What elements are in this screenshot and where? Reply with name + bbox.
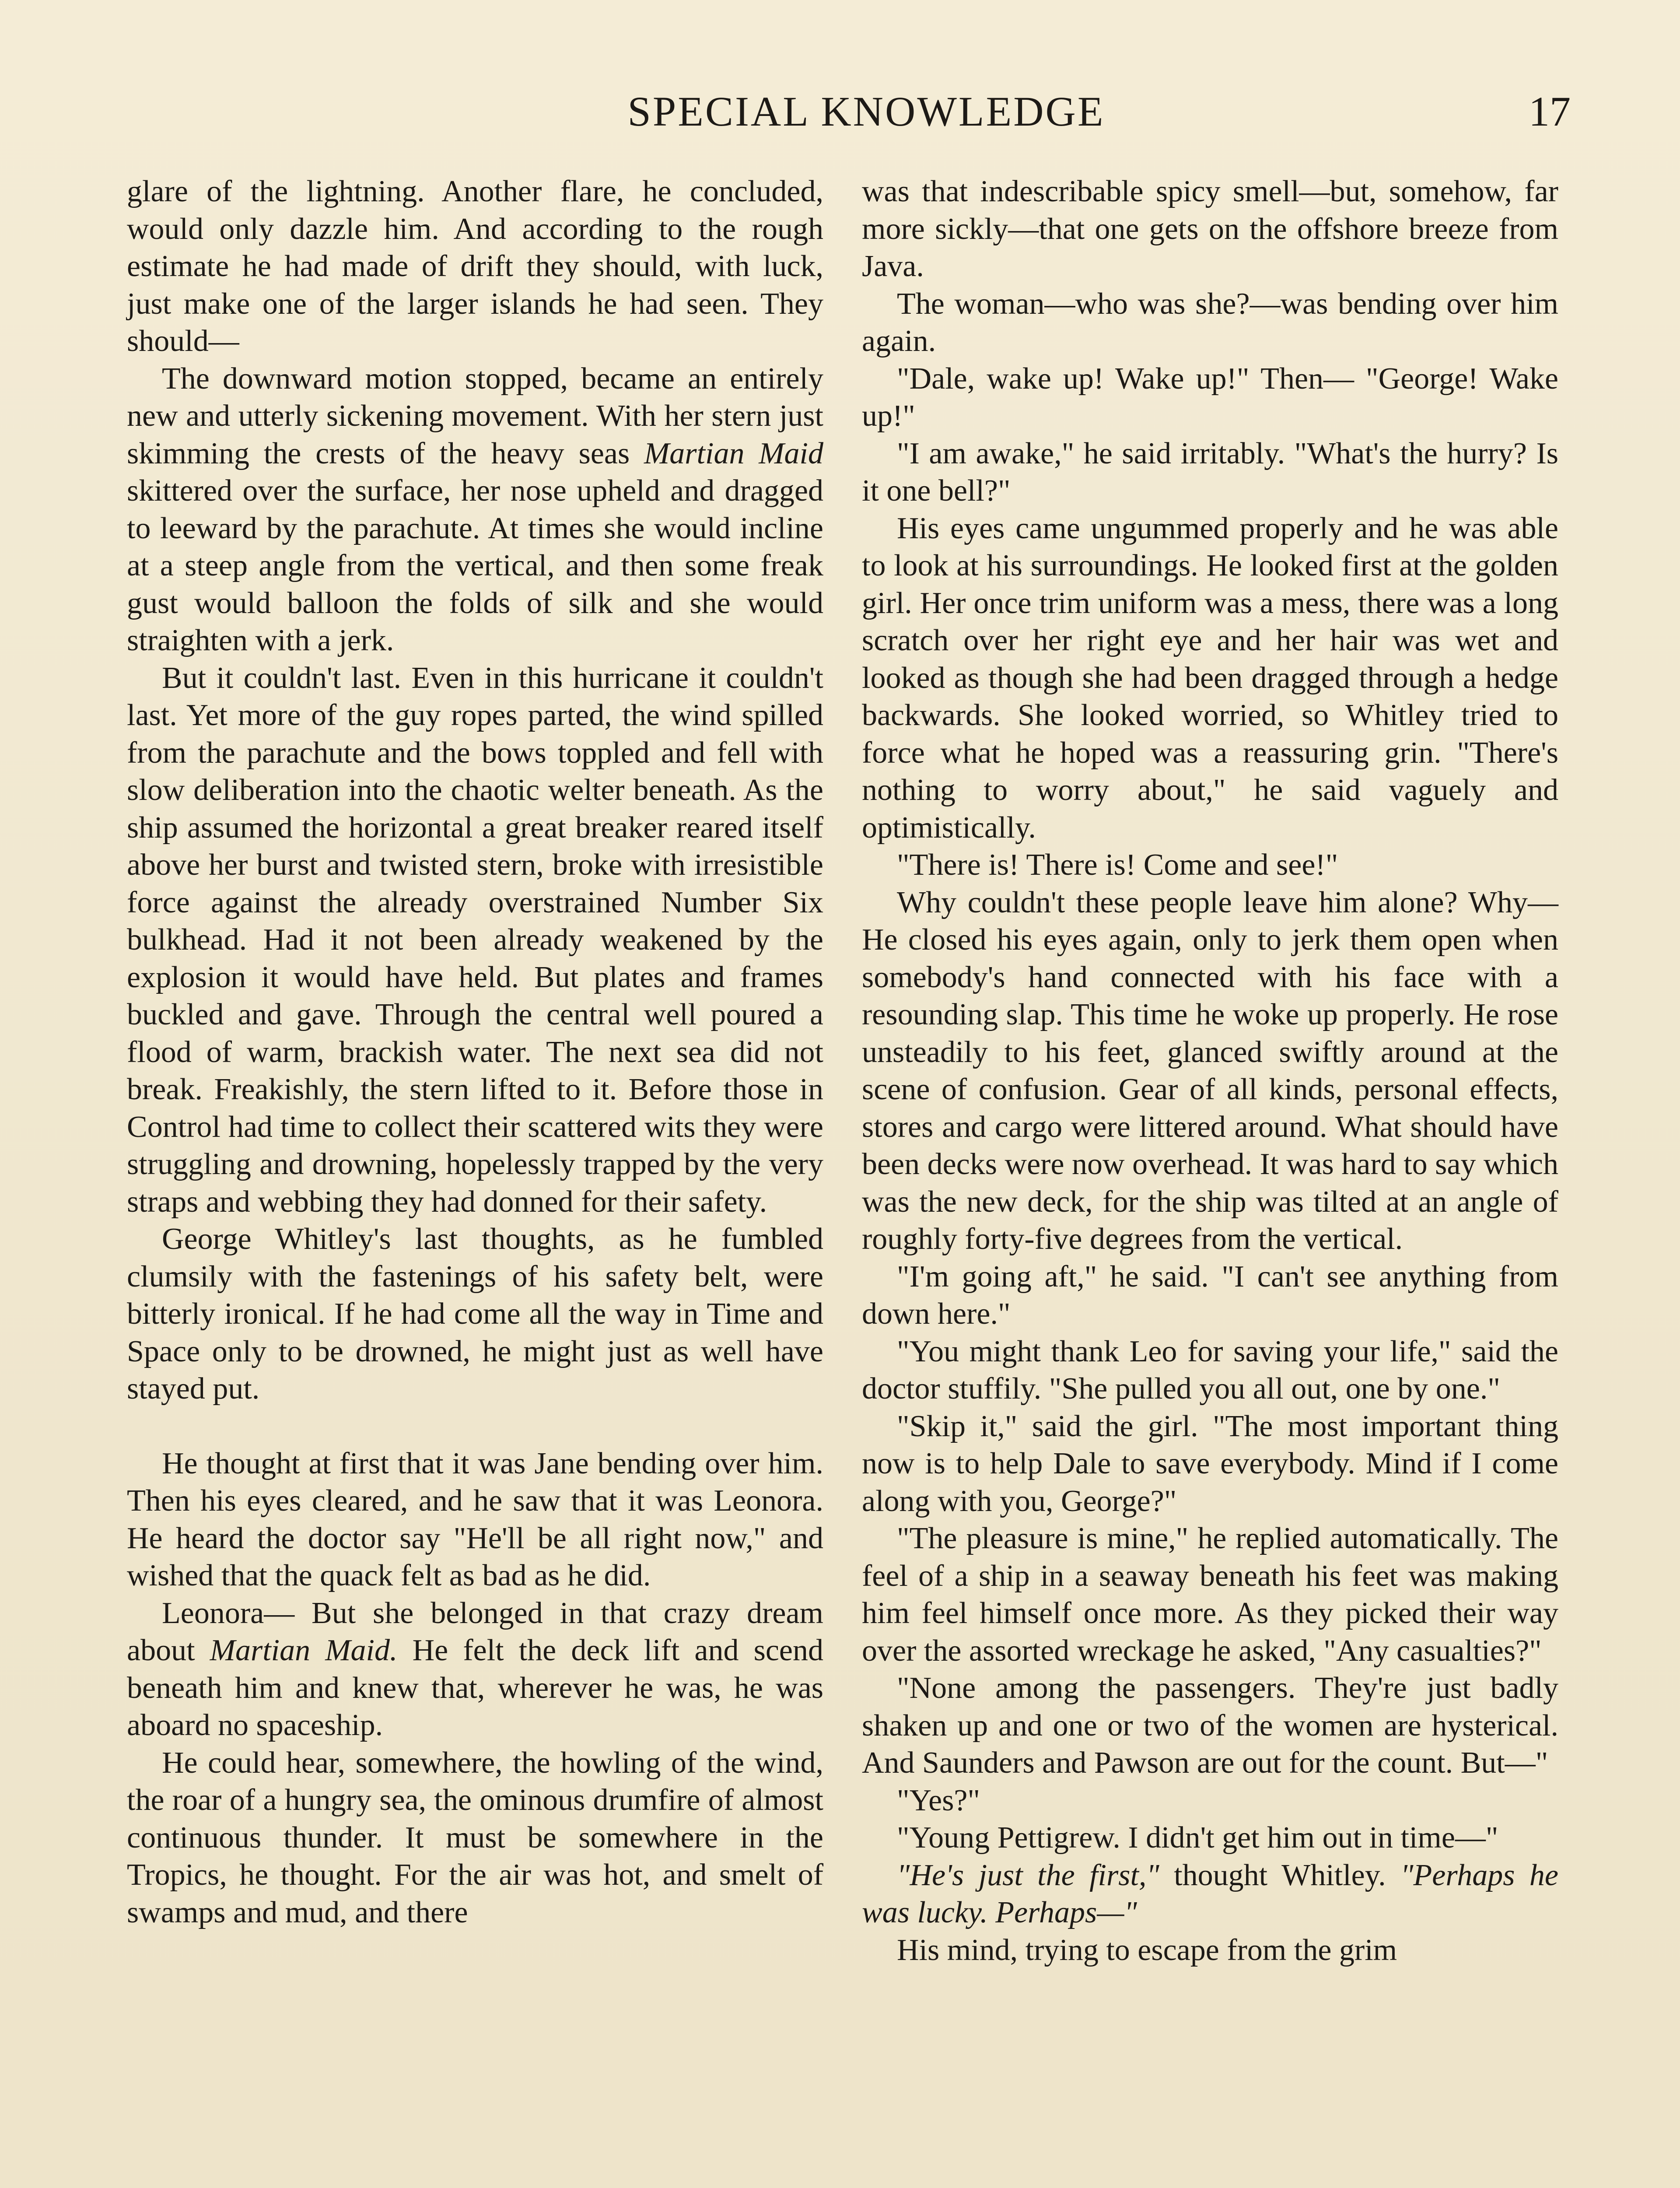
paragraph: glare of the lightning. Another flare, he concluded, would only dazzle him. And according to the rough estimate he had made of drift they should, with luck, just make one of the larger islands he had seen. They should— (127, 175, 823, 358)
paragraph: Leonora— But she belonged in that crazy dream about Martian Maid. He felt the deck lift and scend beneath him and knew that, wherever he was, he was aboard no spaceship. (127, 1596, 823, 1742)
paragraph: "He's just the first," thought Whitley. "Perhaps he was lucky. Perhaps—" (862, 1858, 1559, 1929)
paragraph: His mind, trying to escape from the grim (897, 1933, 1397, 1967)
paragraph: "I am awake," he said irritably. "What's the hurry? Is it one bell?" (862, 436, 1558, 508)
paragraph: "I'm going aft," he said. "I can't see anything from down here." (862, 1259, 1558, 1331)
paragraph: "Yes?" (897, 1783, 980, 1817)
running-title: SPECIAL KNOWLEDGE (627, 88, 1105, 135)
paragraph: Why couldn't these people leave him alone? Why— He closed his eyes again, only to jerk them open when somebody's hand connected with his face with a resounding slap. This time he woke up properly. He rose unsteadily to his feet, glanced swiftly around at the scene of confusion. Gear of all kinds, personal effects, stores and cargo were littered around. What should have been decks were now overhead. It was hard to say which was the new deck, for the ship was tilted at an angle of roughly forty-five degrees from the vertical. (862, 885, 1558, 1256)
paragraph: But it couldn't last. Even in this hurricane it couldn't last. Yet more of the guy ropes parted, the wind spilled from the parachute and the bows toppled and fell with slow deliberation into the chaotic welter beneath. As the ship assumed the horizontal a great breaker reared itself above her burst and twisted stern, broke with irresistible force against the already overstrained Number Six bulkhead. Had it not been already weakened by the explosion it would have held. But plates and frames buckled and gave. Through the central well poured a flood of warm, brackish water. The next sea did not break. Freakishly, the stern lifted to it. Before those in Control had time to collect their scattered wits they were struggling and drowning, hopelessly trapped by the very straps and webbing they had donned for their safety. (127, 661, 823, 1219)
ship-name: Martian Maid. (210, 1634, 398, 1667)
paragraph: "Young Pettigrew. I didn't get him out in time—" (897, 1821, 1498, 1855)
paragraph: His eyes came ungummed properly and he was able to look at his surroundings. He looked first at the golden girl. Her once trim uniform was a mess, there was a long scratch over her right eye and her hair was wet and looked as though she had been dragged through a hedge backwards. She looked worried, so Whitley tried to force what he hoped was a reassuring grin. "There's nothing to worry about," he said vaguely and optimistically. (862, 511, 1558, 845)
page-number: 17 (1529, 88, 1571, 135)
left-column (127, 173, 823, 1931)
paragraph: "Skip it," said the girl. "The most important thing now is to help Dale to save everybody. Mind if I come along with you, George?" (862, 1409, 1558, 1518)
right-column (862, 173, 1558, 1969)
paragraph: He could hear, somewhere, the howling of the wind, the roar of a hungry sea, the ominous drumfire of almost continuous thunder. It must be somewhere in the Tropics, he thought. For the air was hot, and smelt of swamps and mud, and there (127, 1746, 823, 1929)
paragraph: George Whitley's last thoughts, as he fumbled clumsily with the fastenings of his safety belt, were bitterly ironical. If he had come all the way in Time and Space only to be drowned, he might just as well have stayed put. (127, 1222, 823, 1406)
ship-name: Martian Maid (644, 436, 823, 470)
paragraph: "Dale, wake up! Wake up!" Then— "George! Wake up!" (862, 361, 1558, 433)
paragraph: "The pleasure is mine," he replied automatically. The feel of a ship in a seaway beneath his feet was making him feel himself once more. As they picked their way over the assorted wreckage he asked, "Any casualties?" (862, 1522, 1558, 1668)
paragraph: "You might thank Leo for saving your life," said the doctor stuffily. "She pulled you all out, one by one." (862, 1334, 1558, 1406)
paragraph: The woman—who was she?—was bending over him again. (862, 287, 1558, 358)
paragraph: "None among the passengers. They're just badly shaken up and one or two of the women are hysterical. And Saunders and Pawson are out for the count. But—" (862, 1671, 1558, 1780)
paragraph: He thought at first that it was Jane bending over him. Then his eyes cleared, and he saw that it was Leonora. He heard the doctor say "He'll be all right now," and wished that the quack felt as bad as he did. (127, 1446, 823, 1592)
paragraph: was that indescribable spicy smell—but, somehow, far more sickly—that one gets on the offshore breeze from Java. (862, 175, 1558, 283)
paragraph: The downward motion stopped, became an entirely new and utterly sickening movement. With her stern just skimming the crests of the heavy seas Martian Maid skittered over the surface, her nose upheld and dragged to leeward by the parachute. At times she would incline at a steep angle from the vertical, and then some freak gust would balloon the folds of silk and she would straighten with a jerk. (127, 361, 823, 657)
paragraph: "There is! There is! Come and see!" (897, 848, 1338, 882)
